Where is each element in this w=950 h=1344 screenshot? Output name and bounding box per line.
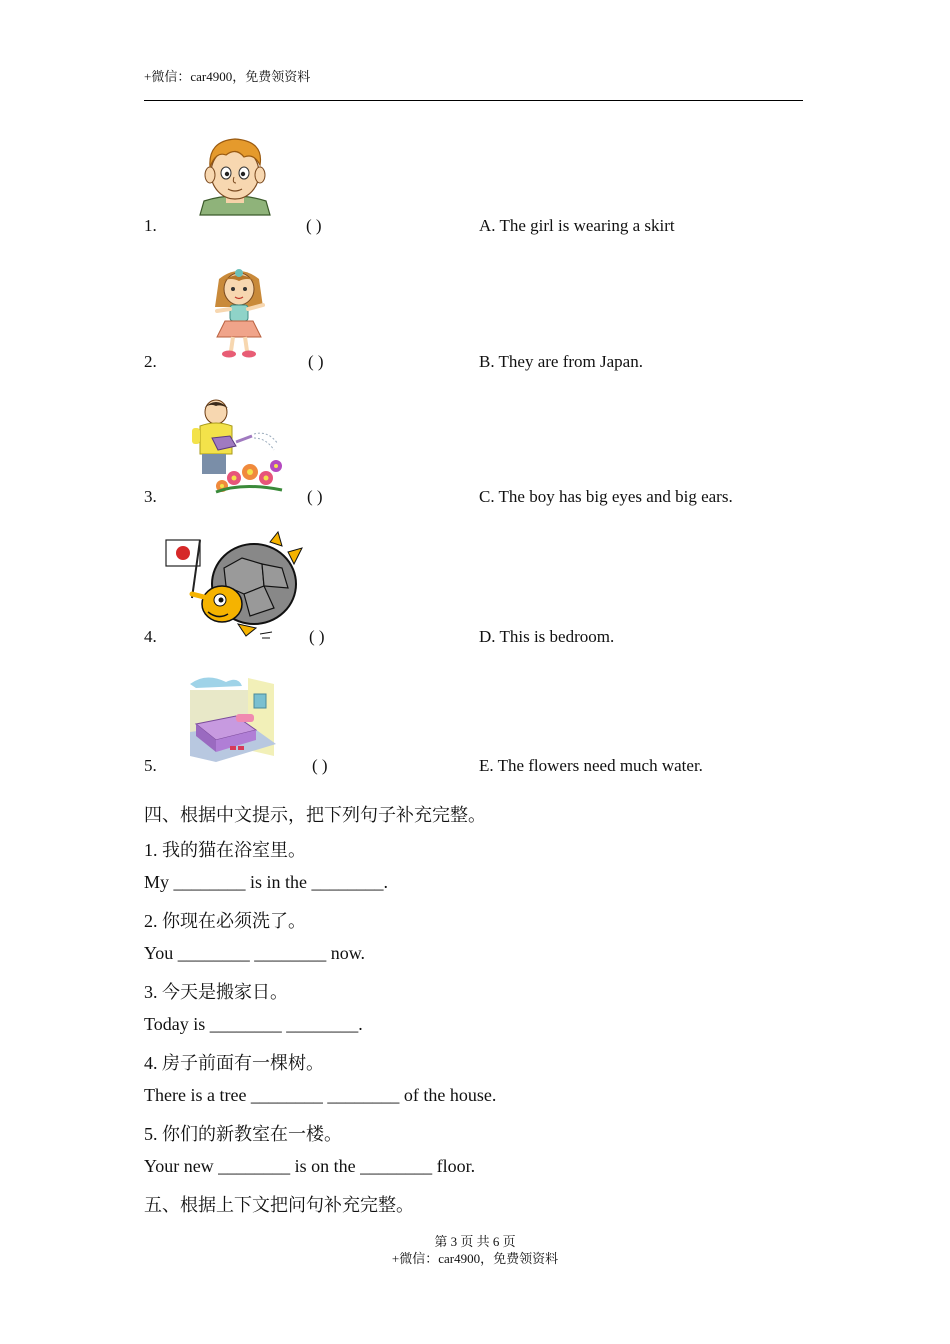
answer-blank-4[interactable]: ( ) xyxy=(309,627,325,646)
question-en-2[interactable]: You ________ ________ now. xyxy=(144,943,366,963)
boy-face-icon xyxy=(196,135,274,217)
item-number-5: 5. xyxy=(144,756,157,775)
bedroom-icon xyxy=(186,674,280,762)
answer-blank-3[interactable]: ( ) xyxy=(307,487,323,506)
option-b: B. They are from Japan. xyxy=(479,352,643,371)
turtle-japan-flag-icon xyxy=(164,528,306,642)
question-en-4[interactable]: There is a tree ________ ________ of the house. xyxy=(144,1085,497,1105)
option-d: D. This is bedroom. xyxy=(479,627,615,646)
question-cn-1: 1. 我的猫在浴室里。 xyxy=(144,840,306,860)
section-4-title: 四、根据中文提示，把下列句子补充完整。 xyxy=(144,805,486,825)
item-number-3: 3. xyxy=(144,487,157,506)
option-a: A. The girl is wearing a skirt xyxy=(479,216,675,235)
answer-blank-2[interactable]: ( ) xyxy=(308,352,324,371)
item-number-4: 4. xyxy=(144,627,157,646)
header-note: +微信：car4900，免费领资料 xyxy=(144,69,311,84)
answer-blank-1[interactable]: ( ) xyxy=(306,216,322,235)
question-cn-2: 2. 你现在必须洗了。 xyxy=(144,911,306,931)
option-c: C. The boy has big eyes and big ears. xyxy=(479,487,733,506)
item-number-1: 1. xyxy=(144,216,157,235)
header-divider xyxy=(144,100,803,101)
answer-blank-5[interactable]: ( ) xyxy=(312,756,328,775)
question-en-1[interactable]: My ________ is in the ________. xyxy=(144,872,389,892)
item-number-2: 2. xyxy=(144,352,157,371)
option-e: E. The flowers need much water. xyxy=(479,756,703,775)
boy-watering-flowers-icon xyxy=(182,398,288,496)
question-cn-4: 4. 房子前面有一棵树。 xyxy=(144,1053,324,1073)
footer-note: +微信：car4900，免费领资料 xyxy=(391,1251,559,1266)
question-cn-3: 3. 今天是搬家日。 xyxy=(144,982,288,1002)
page-number: 第 3 页 共 6 页 xyxy=(434,1234,516,1249)
section-5-title: 五、根据上下文把问句补充完整。 xyxy=(144,1195,414,1215)
girl-skirt-icon xyxy=(205,267,273,361)
question-en-5[interactable]: Your new ________ is on the ________ floor. xyxy=(144,1156,476,1176)
question-en-3[interactable]: Today is ________ ________. xyxy=(144,1014,363,1034)
question-cn-5: 5. 你们的新教室在一楼。 xyxy=(144,1124,342,1144)
